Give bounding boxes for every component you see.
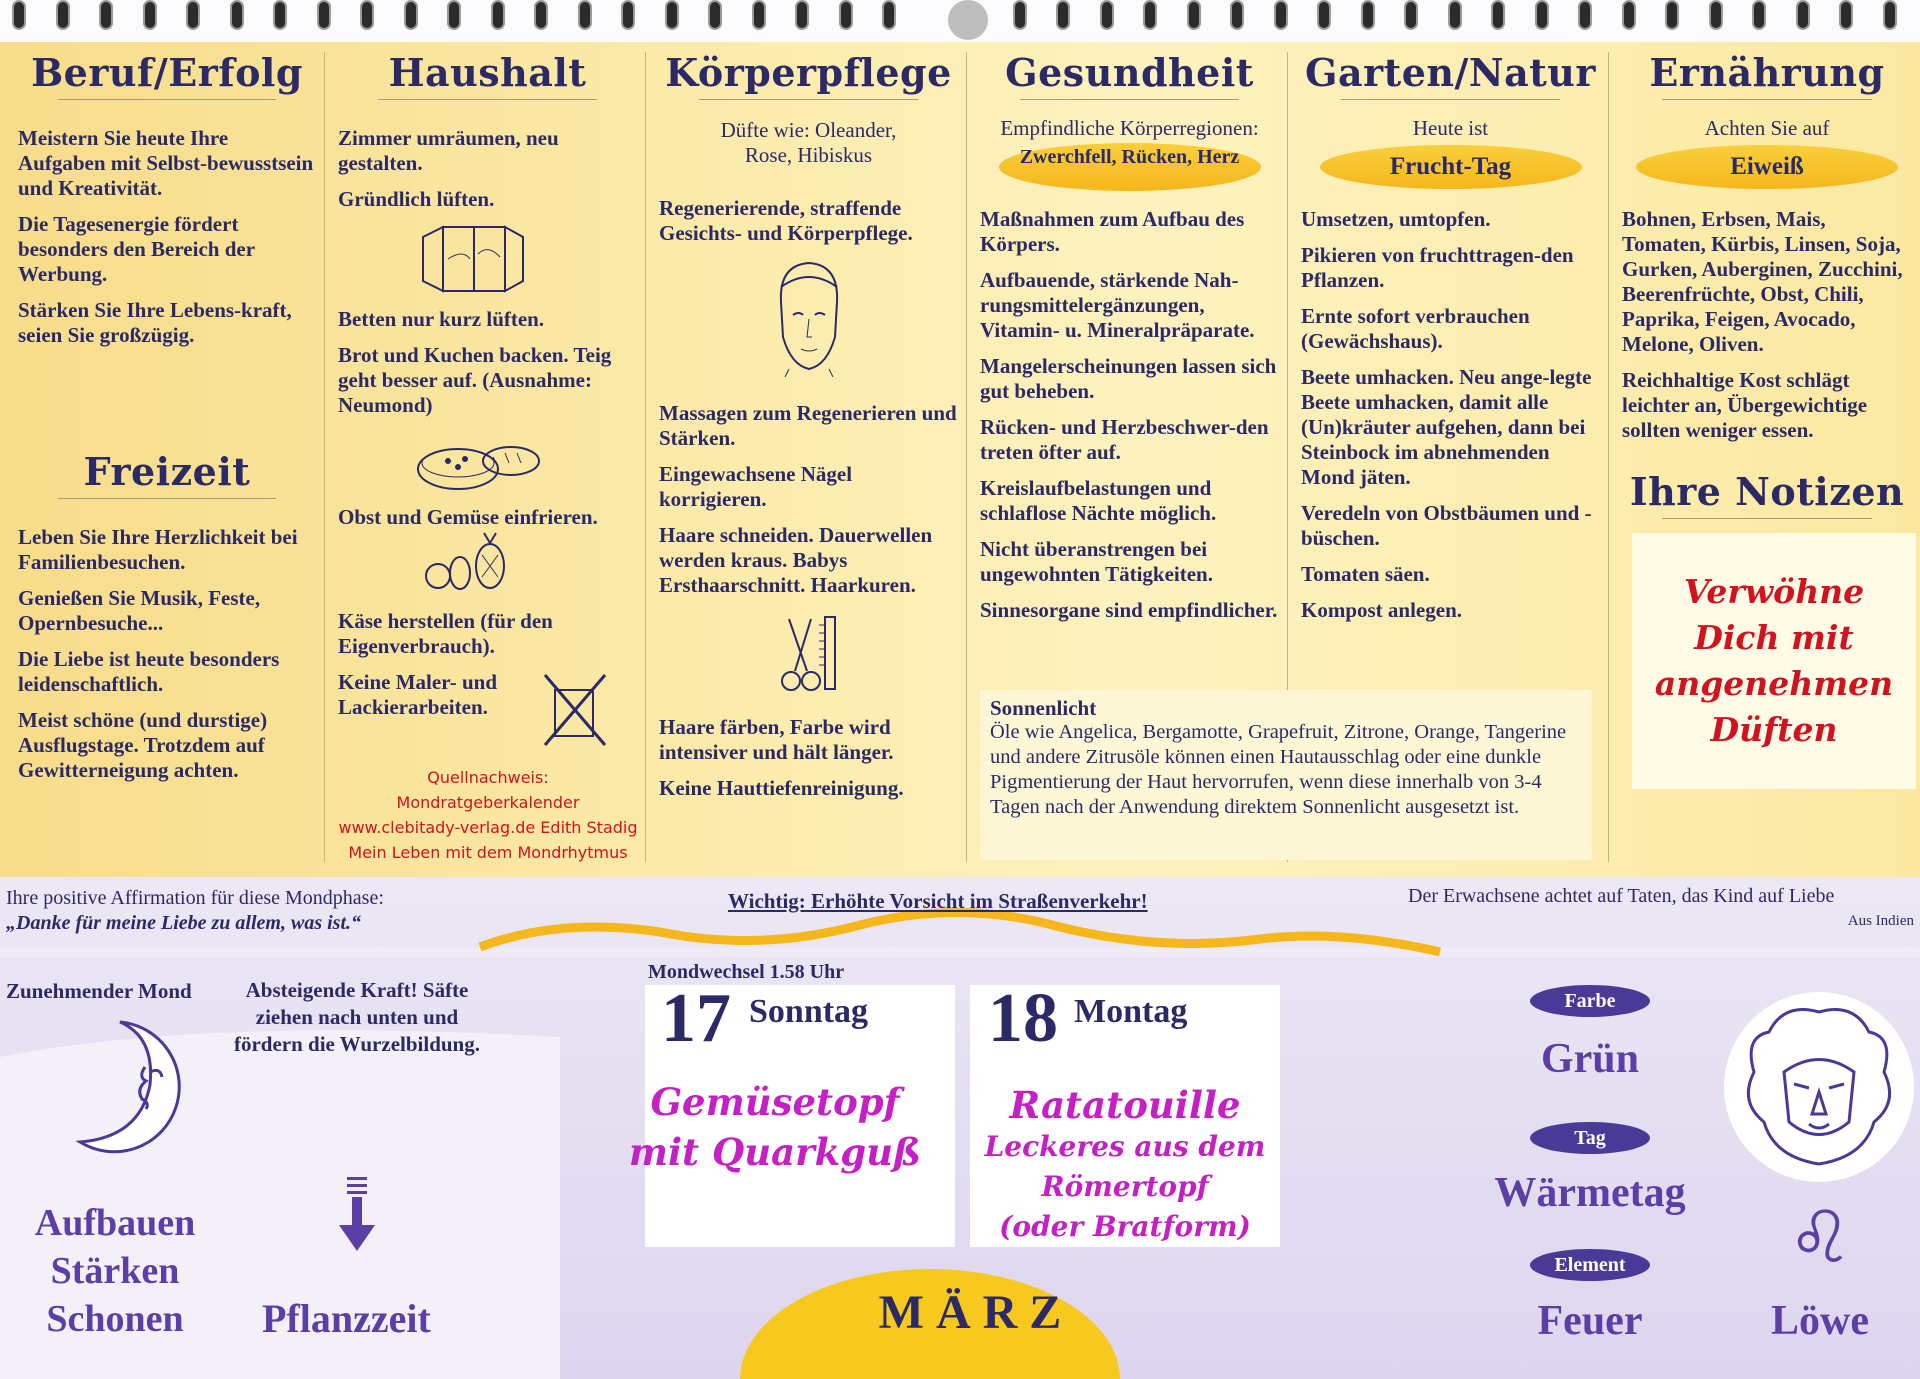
tag-badge: Tag [1530, 1122, 1650, 1154]
list-item: Mangelerscheinungen lassen sich gut beheben. [980, 354, 1277, 403]
binding-coil [1143, 0, 1157, 30]
binding-coil [1013, 0, 1027, 30]
binding-coil [143, 0, 157, 30]
binding-coil [273, 0, 287, 30]
list-item: Kreislaufbelastungen und schlaflose Nächte möglich. [980, 476, 1217, 525]
force-text: Absteigende Kraft! Säfte ziehen nach unten und fördern die Wurzelbildung. [233, 978, 480, 1056]
column-beruf [10, 50, 324, 865]
list-item: Beete umhacken. Neu ange-legte Beete umhacken, damit alle (Un)kräuter aufgehen, dann bei Steinbock im abnehmenden Mond jäten. [1301, 365, 1592, 489]
binding-coil [578, 0, 592, 30]
notes-box[interactable] [1632, 533, 1916, 789]
binding-coil [534, 0, 548, 30]
binding-coil [1622, 0, 1636, 30]
intro-text: Empfindliche Körperregionen: [1000, 116, 1259, 140]
source-note [338, 765, 638, 865]
recipe-line: mit Quarkguß [628, 1130, 922, 1174]
leo-symbol: ♌ [1787, 1195, 1853, 1279]
list-item: Keine Hauttiefenreinigung. [659, 776, 904, 800]
element-badge: Element [1530, 1249, 1650, 1281]
binding-coil [1317, 0, 1331, 30]
recipe-line: Gemüsetopf [650, 1080, 900, 1124]
list-item: Massagen zum Regenerieren und Stärken. [659, 401, 957, 450]
binding-coil [1839, 0, 1853, 30]
intro-text: Heute ist [1412, 116, 1489, 140]
title-underline [1020, 99, 1239, 100]
binding-coil [1883, 0, 1897, 30]
keyword: Stärken [50, 1250, 180, 1292]
list-item: Stärken Sie Ihre Lebens-kraft, seien Sie großzügig. [18, 298, 292, 347]
list-item: Obst und Gemüse einfrieren. [338, 505, 598, 529]
window-icon [418, 219, 528, 299]
recipe-line: Leckeres aus dem [984, 1130, 1266, 1163]
binding-coil [665, 0, 679, 30]
binding-coil [12, 0, 26, 30]
binding-coil [1230, 0, 1244, 30]
traffic-warning: Wichtig: Erhöhte Vorsicht im Straßenverkehr! [728, 889, 1148, 913]
moon-keywords [20, 1199, 210, 1343]
scissors-comb-icon [777, 609, 847, 699]
list-item: Nicht überanstrengen bei ungewohnten Tätigkeiten. [980, 537, 1213, 586]
column-title: Gesundheit [1005, 50, 1254, 95]
list-item: Aufbauende, stärkende Nah-rungsmittelergänzungen, Vitamin- u. Mineralpräparate. [980, 268, 1255, 342]
column-divider [1608, 52, 1609, 862]
recipe-title [575, 1077, 975, 1177]
highlight-pill: Zwerchfell, Rücken, Herz [999, 143, 1261, 191]
column-title: Ernährung [1649, 50, 1885, 95]
list-item: Käse herstellen (für den Eigenverbrauch). [338, 609, 553, 658]
list-item: Die Liebe ist heute besonders leidenschaftlich. [18, 647, 280, 696]
pflanzzeit-label: Pflanzzeit [262, 1296, 431, 1341]
binding-coil [621, 0, 635, 30]
title-underline [699, 99, 918, 100]
zodiac-sign: Löwe [1771, 1298, 1869, 1344]
binding-coil [1274, 0, 1288, 30]
binding-coil [1578, 0, 1592, 30]
notes-slogan: Verwöhne Dich mit angenehmen Düften [1654, 572, 1894, 749]
sonnenlicht-text: Öle wie Angelica, Bergamotte, Grapefruit, Zitrone, Orange, Tangerine und andere Zitrusöle können einen Hautausschlag oder eine dunkle Pigmentierung der Haut hervorrufen, wenn diese innerhalb von 3-4 Tagen nach der Anwendung direktem Sonnenlicht ausgesetzt ist. [990, 721, 1567, 818]
quote-source: Aus Indien [1847, 913, 1914, 929]
binding-coil [795, 0, 809, 30]
column-ernaehrung [1614, 50, 1920, 865]
affirmation-label: Ihre positive Affirmation für diese Mondphase: [6, 887, 384, 909]
binding-coil [1752, 0, 1766, 30]
binding-coil [839, 0, 853, 30]
highlight-pill: Frucht-Tag [1320, 145, 1582, 189]
source-line: Mein Leben mit dem Mondrhytmus [348, 843, 628, 862]
sonnenlicht-box [980, 690, 1592, 860]
farbe-value: Grün [1540, 1036, 1640, 1082]
tag-value: Wärmetag [1494, 1170, 1686, 1216]
binding-coil [230, 0, 244, 30]
list-item: Maßnahmen zum Aufbau des Körpers. [980, 207, 1245, 256]
day-name: Montag [1074, 993, 1188, 1030]
farbe-badge: Farbe [1530, 985, 1650, 1017]
intro-text: Düfte wie: Oleander, Rose, Hibiskus [720, 118, 897, 167]
list-item: Pikieren von fruchttragen-den Pflanzen. [1301, 243, 1574, 292]
recipe-title [945, 1083, 1305, 1247]
column-divider [324, 52, 325, 862]
title-underline [1662, 99, 1872, 100]
binding-coil [491, 0, 505, 30]
list-item: Reichhaltige Kost schlägt leichter an, Übergewichtige sollten weniger essen. [1622, 368, 1868, 442]
list-item: Haare schneiden. Dauerwellen werden kraus. Babys Ersthaarschnitt. Haarkuren. [659, 523, 933, 597]
day-card-18 [970, 980, 1280, 1247]
binding-coil [1187, 0, 1201, 30]
list-item: Die Tagesenergie fördert besonders den Bereich der Werbung. [18, 212, 255, 286]
list-item: Sinnesorgane sind empfindlicher. [980, 598, 1278, 622]
recipe-line: (oder Bratform) [999, 1210, 1251, 1243]
binding-coil [752, 0, 766, 30]
list-item: Regenerierende, straffende Gesichts- und Körperpflege. [659, 196, 913, 245]
title-underline [1341, 99, 1560, 100]
moon-change-time: Mondwechsel 1.58 Uhr [648, 961, 845, 983]
source-line: www.clebitady-verlag.de Edith Stadig [338, 818, 638, 837]
binding-coil [317, 0, 331, 30]
fruit-icon [418, 531, 518, 601]
freizeit-title: Freizeit [83, 449, 251, 494]
column-title: Beruf/Erfolg [31, 50, 303, 95]
binding-coil [360, 0, 374, 30]
sonnenlicht-title: Sonnenlicht [990, 696, 1097, 720]
binding-coil [56, 0, 70, 30]
binding-coil [1448, 0, 1462, 30]
list-item: Eingewachsene Nägel korrigieren. [659, 462, 853, 511]
column-title: Haushalt [388, 50, 587, 95]
source-line: Quellnachweis: Mondratgeberkalender [396, 768, 580, 812]
moon-phase-label: Zunehmender Mond [6, 979, 192, 1003]
binding-coil [1665, 0, 1679, 30]
day-name: Sonntag [749, 993, 869, 1030]
highlight-pill: Eiweiß [1636, 145, 1898, 189]
list-item: Rücken- und Herzbeschwer-den treten öfter auf. [980, 415, 1269, 464]
binding-coil [1535, 0, 1549, 30]
column-title: Garten/Natur [1305, 50, 1596, 95]
list-item: Leben Sie Ihre Herzlichkeit bei Familienbesuchen. [18, 525, 298, 574]
face-icon [769, 257, 849, 377]
list-item: Keine Maler- und Lackierarbeiten. [338, 670, 498, 719]
column-divider [966, 52, 967, 862]
binding-coil [1361, 0, 1375, 30]
no-paint-icon [540, 670, 610, 750]
binding-coil [404, 0, 418, 30]
list-item: Haare färben, Farbe wird intensiver und hält länger. [659, 715, 894, 764]
quote-text: Der Erwachsene achtet auf Taten, das Kind auf Liebe [1408, 885, 1835, 907]
list-item: Betten nur kurz lüften. [338, 307, 545, 331]
list-item: Veredeln von Obstbäumen und -büschen. [1301, 501, 1592, 550]
list-item: Zimmer umräumen, neu gestalten. [338, 126, 559, 175]
binding-coil [1100, 0, 1114, 30]
arrow-down-icon [337, 1175, 377, 1255]
binding-coil [1491, 0, 1505, 30]
list-item: Kompost anlegen. [1301, 598, 1463, 622]
list-item: Genießen Sie Musik, Feste, Opernbesuche... [18, 586, 261, 635]
binding-coil [186, 0, 200, 30]
list-item: Tomaten säen. [1301, 562, 1430, 586]
binding-coil [1709, 0, 1723, 30]
title-underline [1662, 518, 1872, 519]
column-koerperpflege [651, 50, 966, 865]
intro-text: Achten Sie auf [1704, 116, 1830, 140]
affirmation-text: „Danke für meine Liebe zu allem, was ist.“ [6, 912, 361, 934]
bread-icon [413, 429, 543, 499]
column-divider [645, 52, 646, 862]
notizen-title: Ihre Notizen [1629, 469, 1905, 514]
binding-coil [99, 0, 113, 30]
month-name: M Ä R Z [878, 1286, 1062, 1339]
binding-coil [1404, 0, 1418, 30]
list-item: Brot und Kuchen backen. Teig geht besser auf. (Ausnahme: Neumond) [338, 343, 612, 417]
binding-coil [708, 0, 722, 30]
lion-icon [1724, 992, 1914, 1182]
binding-coil [1056, 0, 1070, 30]
day-number: 17 [661, 980, 731, 1057]
binding-notch [948, 0, 988, 40]
column-title: Körperpflege [665, 50, 952, 95]
list-item: Meistern Sie heute Ihre Aufgaben mit Selbst-bewusstsein und Kreativität. [18, 126, 314, 200]
keyword: Schonen [46, 1298, 184, 1340]
column-haushalt [330, 50, 645, 865]
list-item: Gründlich lüften. [338, 187, 495, 211]
spiral-binding [0, 0, 1920, 42]
list-item: Meist schöne (und durstige) Ausflugstage. Trotzdem auf Gewitterneigung achten. [18, 708, 268, 782]
keyword: Aufbauen [34, 1202, 196, 1244]
binding-coil [447, 0, 461, 30]
list-item: Umsetzen, umtopfen. [1301, 207, 1491, 231]
element-value: Feuer [1537, 1298, 1643, 1344]
list-item: Ernte sofort verbrauchen (Gewächshaus). [1301, 304, 1530, 353]
moon-icon [50, 1017, 190, 1157]
binding-coil [1796, 0, 1810, 30]
bottom-panel [0, 877, 1920, 1379]
binding-coil [882, 0, 896, 30]
list-item: Bohnen, Erbsen, Mais, Tomaten, Kürbis, Linsen, Soja, Gurken, Auberginen, Zucchini, Beerenfrüchte, Obst, Chili, Paprika, Feigen, Avocado, Melone, Oliven. [1622, 207, 1903, 356]
day-number: 18 [988, 980, 1058, 1057]
recipe-line: Ratatouille [1009, 1083, 1241, 1127]
recipe-line: Römertopf [1041, 1170, 1209, 1203]
day-card-17 [628, 980, 955, 1247]
